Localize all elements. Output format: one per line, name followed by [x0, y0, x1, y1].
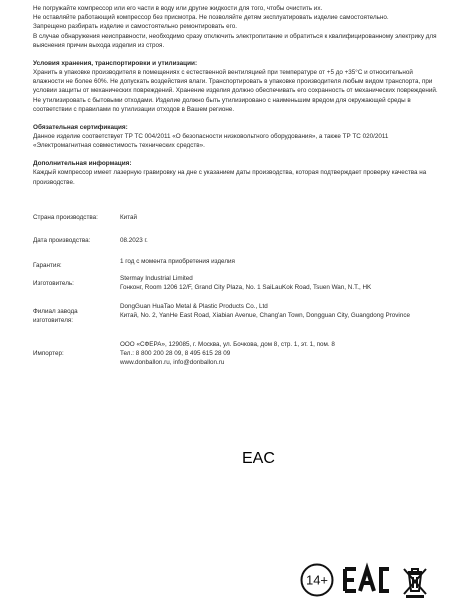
intro-line-3: Запрещено разбирать изделие и самостоятельно ремонтировать его.	[33, 23, 237, 31]
crossed-bin-icon	[400, 563, 430, 599]
spec-label: Импортер:	[33, 350, 64, 357]
intro-line-1: Не погружайте компрессор или его части в воду или другие жидкости для того, чтобы очистить их.	[33, 5, 323, 12]
spec-value: ООО «СФЕРА», 129085, г. Москва, ул. Бочкова, дом 8, стр. 1, эт. 1, пом. 8 Тел.: 8 800 200 28 09, 8 495 615 28 09 www.donballon.ru, info@donballon.ru	[120, 341, 335, 366]
certification-title: Обязательная сертификация:	[33, 124, 128, 132]
eac-label: EAC	[242, 450, 275, 467]
storage-title: Условия хранения, транспортировки и утилизации:	[33, 60, 198, 68]
document-body	[33, 4, 443, 187]
certification-section	[33, 123, 443, 150]
spec-label: Дата производства:	[33, 237, 91, 244]
spec-label: Страна производства:	[33, 214, 98, 221]
intro-line-4: В случае обнаружения неисправности, необходимо сразу отключить электропитание и обратиться к квалифицированному электрику для выяснения причин выхода изделия из строя.	[33, 32, 437, 49]
additional-section	[33, 159, 443, 186]
spec-label: Филиал завода изготовителя:	[33, 308, 78, 324]
certification-text: Данное изделие соответствует ТР ТС 004/2011 «О безопасности низковольтного оборудования», а также ТР ТС 020/2011 «Электромагнитная совместимость технических средств».	[33, 133, 389, 150]
spec-value: DongGuan HuaTao Metal & Plastic Products Co., Ltd Китай, No. 2, YanHe East Road, Xiabian Avenue, Chang'an Town, Dongguan City, Guangdong Province	[120, 303, 410, 319]
spec-value: 08.2023 г.	[120, 237, 148, 244]
spec-value: Китай	[120, 214, 138, 221]
storage-section	[33, 59, 443, 114]
additional-text: Каждый компрессор имеет лазерную гравировку на дне с указанием даты производства, которая подтверждает проверку качества на производстве.	[33, 169, 427, 186]
additional-title: Дополнительная информация:	[33, 160, 132, 168]
age-14-icon	[300, 563, 334, 597]
spec-label: Изготовитель:	[33, 280, 74, 287]
intro-line-2: Не оставляйте работающий компрессор без присмотра. Не позволяйте детям эксплуатировать изделие самостоятельно.	[33, 14, 389, 22]
storage-text: Хранить в упаковке производителя в помещениях с естественной вентиляцией при температуре от +5 до +35°С и относительной влажности не более 60%. Не допускать воздействия влаги. Транспортировать в упаковке производителя любым видом транспорта, при условии защиты от механических повреждений. Хранение изделия должно обеспечивать его сохранность от механических повреждений. Не утилизировать с бытовыми отходами. Изделие должно быть утилизировано с наименьшим вредом для окружающей среды в соответствии с правилами по утилизации отходов в Вашем регионе.	[33, 69, 438, 113]
spec-value: 1 год с момента приобретения изделия	[120, 258, 235, 265]
spec-label: Гарантия:	[33, 262, 62, 269]
age-label: 14+	[305, 572, 329, 588]
spec-value: Stermay Industrial Limited Гонконг, Room 1206 12/F, Grand City Plaza, No. 1 SaiLauKok Road, Tsuen Wan, N.T., HK	[120, 275, 372, 291]
